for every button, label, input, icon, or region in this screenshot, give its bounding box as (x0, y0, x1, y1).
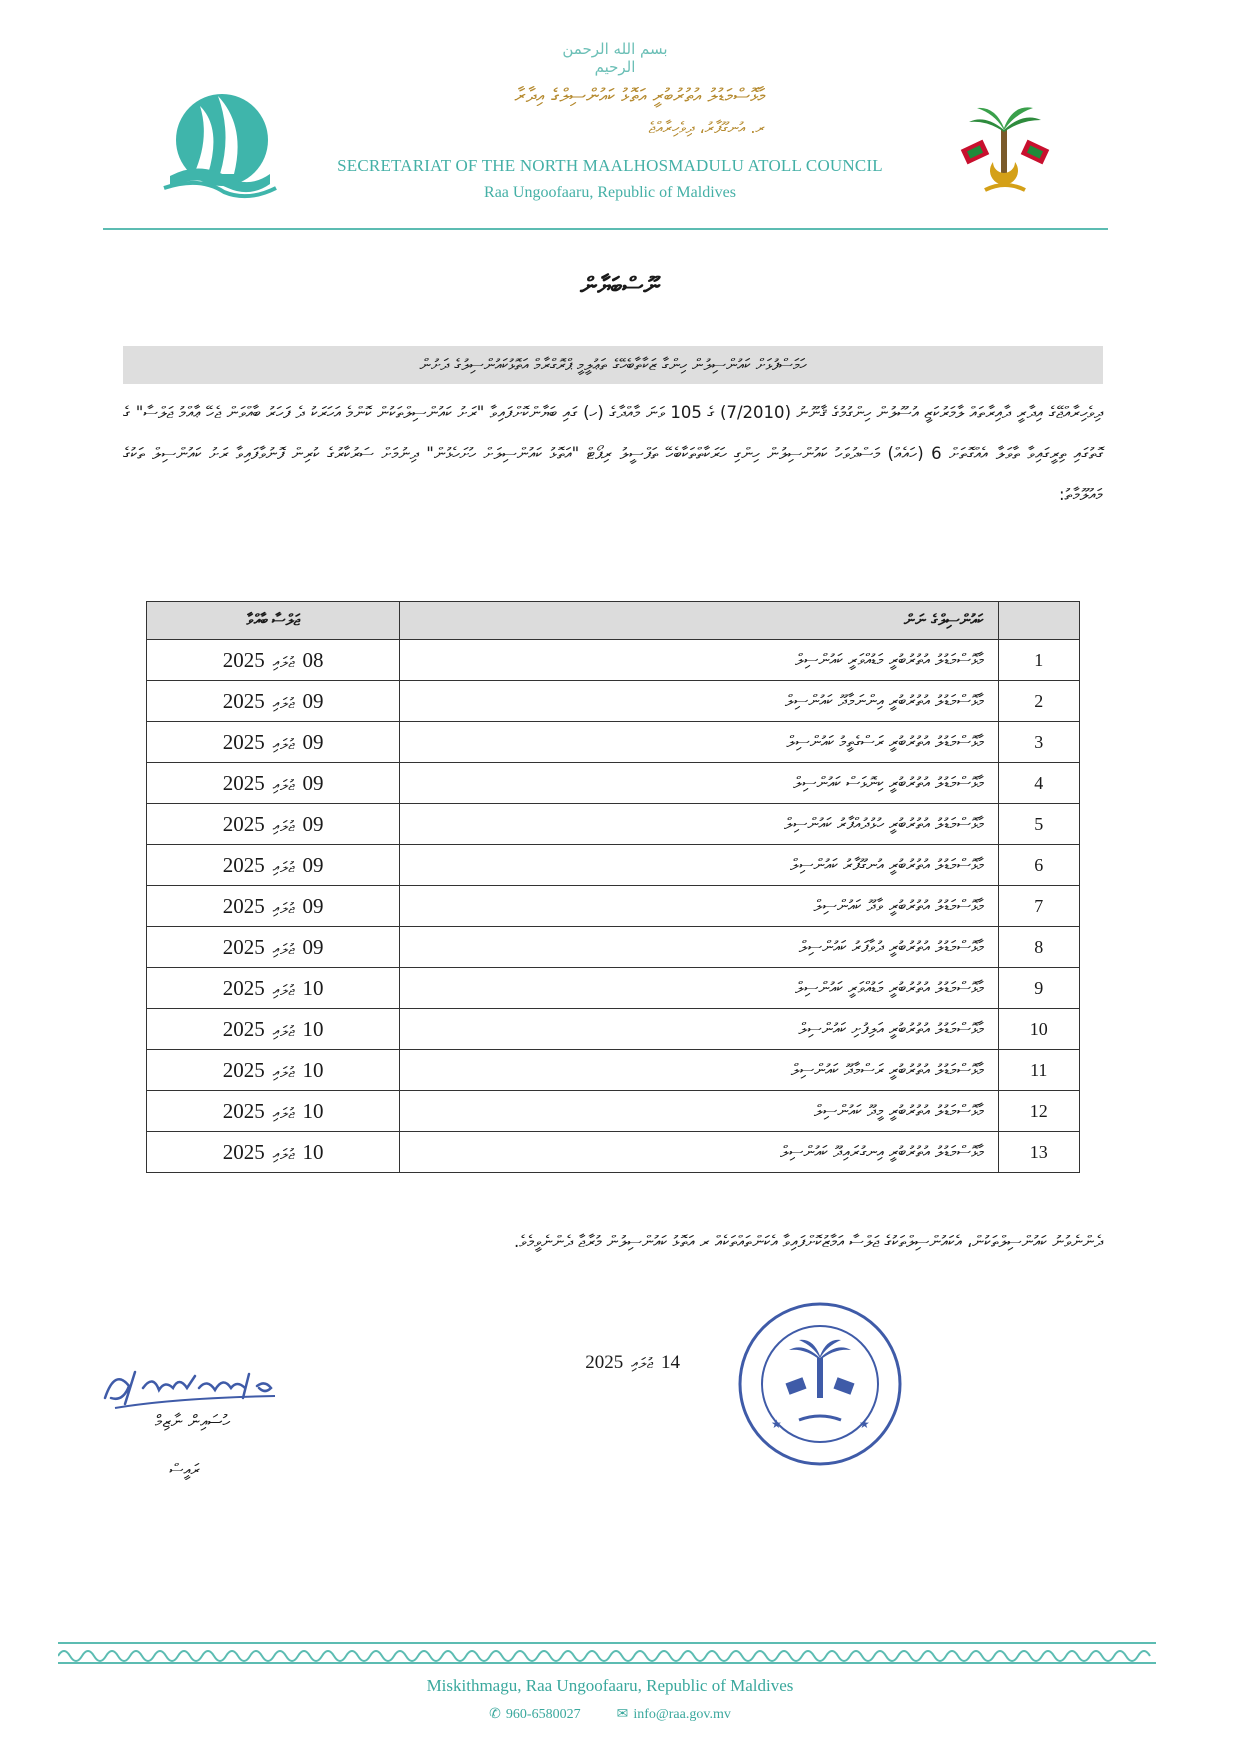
table-row (147, 968, 1080, 1009)
schedule-table (146, 601, 1080, 1173)
row-date-day: 08 (302, 647, 324, 672)
row-date-year: 2025 (222, 811, 265, 836)
header-divider (103, 228, 1108, 230)
row-date-day: 09 (302, 893, 324, 918)
row-date (147, 722, 400, 763)
row-council-name: މާޅޮސްމަޑުލު އުތުރުބުރީ އިނގުރައިދޫ ކައުންސިލް (400, 1132, 998, 1173)
footer-address: Miskithmagu, Raa Ungoofaaru, Republic of Maldives (426, 1676, 794, 1695)
bismillah-calligraphy: بسم الله الرحمن الرحيم (562, 40, 668, 76)
row-number: 5 (998, 804, 1080, 845)
table-row (147, 886, 1080, 927)
row-date-day: 10 (302, 1139, 324, 1164)
header-date: ޖަލްސާ ބާއްވާ (147, 602, 400, 640)
row-date (147, 1132, 400, 1173)
row-date (147, 681, 400, 722)
maldives-emblem (955, 100, 1055, 205)
row-number: 8 (998, 927, 1080, 968)
table-row (147, 845, 1080, 886)
svg-text:★: ★ (771, 1417, 782, 1431)
mail-icon: ✉ (616, 1706, 629, 1722)
header-english-title: SECRETARIAT OF THE NORTH MAALHOSMADULU ATOLL COUNCIL (337, 156, 883, 175)
row-date-day: 10 (302, 1016, 324, 1041)
handwritten-signature (95, 1358, 305, 1418)
row-date-year: 2025 (222, 934, 265, 959)
closing-paragraph: ދެންނެވުނު ކައުންސިލްތަކުން، އެކައުންސިލްތަކުގެ ޖަލްސާ އަމާޒުކޮށްފައިވާ އެކަންތައްތަކެއް ރ އަތޮޅު ކައުންސިލުން މުރާޖާ ދެންނެވީމެވެ. (514, 1232, 1103, 1251)
row-date-year: 2025 (222, 852, 265, 877)
phone-icon: ✆ (489, 1706, 501, 1722)
row-date (147, 1009, 400, 1050)
row-date-day: 09 (302, 729, 324, 754)
row-number: 10 (998, 1009, 1080, 1050)
table-row (147, 763, 1080, 804)
row-date-month: ޖުލައި (272, 898, 295, 917)
row-date-day: 09 (302, 934, 324, 959)
table-header-row (147, 602, 1080, 640)
row-council-name: މާޅޮސްމަޑުލު އުތުރުބުރީ މީދޫ ކައުންސިލް (400, 1091, 998, 1132)
row-date-month: ޖުލައި (272, 652, 295, 671)
document-title: ނޫސްބަޔާން (580, 272, 660, 300)
row-date-month: ޖުލައި (272, 1144, 295, 1163)
footer-email (617, 1706, 731, 1723)
table-row (147, 1050, 1080, 1091)
table-row (147, 681, 1080, 722)
row-date (147, 845, 400, 886)
row-number: 13 (998, 1132, 1080, 1173)
signoff-date-day: 14 (661, 1352, 680, 1373)
row-date (147, 886, 400, 927)
row-date-day: 09 (302, 852, 324, 877)
row-council-name: މާޅޮސްމަޑުލު އުތުރުބުރީ ދުވާފަރު ކައުންސިލް (400, 927, 998, 968)
signoff-date (520, 1352, 680, 1374)
row-date (147, 1091, 400, 1132)
row-number: 1 (998, 640, 1080, 681)
row-number: 7 (998, 886, 1080, 927)
header-number (998, 602, 1080, 640)
signer-role: ރައީސް (169, 1460, 200, 1479)
atoll-council-logo (160, 88, 280, 203)
signoff-date-month: ޖުލައި (631, 1354, 653, 1372)
table-row (147, 1091, 1080, 1132)
row-date-day: 09 (302, 770, 324, 795)
table-row (147, 1009, 1080, 1050)
table-row (147, 1132, 1080, 1173)
row-date-year: 2025 (222, 975, 265, 1000)
row-date-year: 2025 (222, 770, 265, 795)
table-row (147, 804, 1080, 845)
row-date-day: 10 (302, 975, 324, 1000)
table-row (147, 640, 1080, 681)
signer-name: ހުސައިން ނާޒިމް (154, 1412, 230, 1432)
row-date-year: 2025 (222, 1098, 265, 1123)
table-row (147, 927, 1080, 968)
row-number: 9 (998, 968, 1080, 1009)
row-date (147, 1050, 400, 1091)
row-number: 6 (998, 845, 1080, 886)
row-date-month: ޖުލައި (272, 939, 295, 958)
footer-wave-band (58, 1642, 1156, 1664)
council-stamp (735, 1298, 905, 1470)
row-council-name: މާޅޮސްމަޑުލު އުތުރުބުރީ ރަސްމާދޫ ކައުންސިލް (400, 1050, 998, 1091)
row-date-month: ޖުލައި (272, 775, 295, 794)
svg-text:★: ★ (859, 1417, 870, 1431)
row-date (147, 640, 400, 681)
row-date-day: 09 (302, 688, 324, 713)
row-date-year: 2025 (222, 647, 265, 672)
row-date-day: 10 (302, 1098, 324, 1123)
header-dhivehi-location: ރ. އުނގޫފާރު، ދިވެހިރާއްޖެ (648, 118, 765, 137)
row-date-month: ޖުލައި (272, 1062, 295, 1081)
row-council-name: މާޅޮސްމަޑުލު އުތުރުބުރީ މަޑުއްވަރީ ކައުންސިލް (400, 640, 998, 681)
footer-contact (300, 1706, 920, 1723)
body-paragraph: ދިވެހިރާއްޖޭގެ އިދާރީ ދާއިރާތައް ލާމަރުކަޒީ އުސޫލުން ހިންގުމުގެ ޤާނޫނު (7/2010) ގެ 105 ވަނަ މާއްދާގެ (ހ) ގައި ބަޔާންކޮށްފައިވާ "ރަށު ކައުންސިލްތަކުން ކޮންމެ އަހަރަކު ދެ ފަހަރު ބާއްވަން ޖެހޭ ޢާއްމު ޖަލްސާ" ގެ ގޮތުގައި ތިރީގައިވާ ތާވަލާ އެއްގޮތަށް 6 (ހައެއް) މަސްދުވަހު ކައުންސިލުން ހިންގި ހަރަކާތްތަކާބެހޭ ތަފްސީލު ރިޕޯޓް "އަތޮޅު ކައުންސިލަށް ހުށަހެޅުން" ދިނުމަށް ސަރުކާރުގެ ކުރިން ފޮނުވާފައިވާ ރަށު ކައުންސިލް ތަކުގެ މައުލޫމާތު: (123, 403, 1103, 504)
row-council-name: މާޅޮސްމަޑުލު އުތުރުބުރީ އަލިފުށި ކައުންސިލް (400, 1009, 998, 1050)
footer-phone-number: 960-6580027 (505, 1707, 581, 1722)
row-council-name: މާޅޮސްމަޑުލު އުތުރުބުރީ އުނގޫފާރު ކައުންސިލް (400, 845, 998, 886)
row-date-month: ޖުލައި (272, 1103, 295, 1122)
row-number: 11 (998, 1050, 1080, 1091)
row-date-year: 2025 (222, 1057, 265, 1082)
row-number: 3 (998, 722, 1080, 763)
row-date-month: ޖުލައި (272, 1021, 295, 1040)
row-number: 2 (998, 681, 1080, 722)
row-council-name: މާޅޮސްމަޑުލު އުތުރުބުރީ ކިނޮޅަސް ކައުންސިލް (400, 763, 998, 804)
row-date-year: 2025 (222, 1139, 265, 1164)
signoff-date-year: 2025 (585, 1352, 624, 1373)
row-date-month: ޖުލައި (272, 693, 295, 712)
table-row (147, 722, 1080, 763)
row-number: 4 (998, 763, 1080, 804)
row-date (147, 804, 400, 845)
row-council-name: މާޅޮސްމަޑުލު އުތުރުބުރީ ހުޅުދުއްފާރު ކައުންސިލް (400, 804, 998, 845)
row-council-name: މާޅޮސްމަޑުލު އުތުރުބުރީ ވާދޫ ކައުންސިލް (400, 886, 998, 927)
row-date (147, 968, 400, 1009)
row-council-name: މާޅޮސްމަޑުލު އުތުރުބުރީ ރަސްގެތީމު ކައުންސިލް (400, 722, 998, 763)
row-date-month: ޖުލައި (272, 816, 295, 835)
row-date-month: ޖުލައި (272, 857, 295, 876)
row-date (147, 763, 400, 804)
row-date-year: 2025 (222, 1016, 265, 1041)
header-dhivehi-title: މާޅޮސްމަޑުލު އުތުރުބުރީ އަތޮޅު ކައުންސިލްގެ އިދާރާ (514, 85, 765, 107)
row-date-year: 2025 (222, 729, 265, 754)
subject-bar: ހަމަސްފުޅަށް ކައުންސިލުން ހިންގާ ޒަކާތާބެހޭގެ ތަޢުލީމީ ޕްރޮގްރާމް އަތޮޅުކައުންސިލުގެ ދަށުން (123, 346, 1103, 384)
row-date-year: 2025 (222, 893, 265, 918)
footer-phone (489, 1706, 580, 1723)
row-date-year: 2025 (222, 688, 265, 713)
row-council-name: މާޅޮސްމަޑުލު އުތުރުބުރީ އިންނަމާދޫ ކައުންސިލް (400, 681, 998, 722)
row-number: 12 (998, 1091, 1080, 1132)
row-date (147, 927, 400, 968)
header-name: ކައުންސިލްގެ ނަން (400, 602, 998, 640)
row-date-month: ޖުލައި (272, 980, 295, 999)
footer-email-address[interactable]: info@raa.gov.mv (633, 1707, 731, 1722)
row-date-day: 09 (302, 811, 324, 836)
header-english-location: Raa Ungoofaaru, Republic of Maldives (484, 184, 736, 201)
row-date-day: 10 (302, 1057, 324, 1082)
row-council-name: މާޅޮސްމަޑުލު އުތުރުބުރީ މަޑުއްވަރީ ކައުންސިލް (400, 968, 998, 1009)
row-date-month: ޖުލައި (272, 734, 295, 753)
